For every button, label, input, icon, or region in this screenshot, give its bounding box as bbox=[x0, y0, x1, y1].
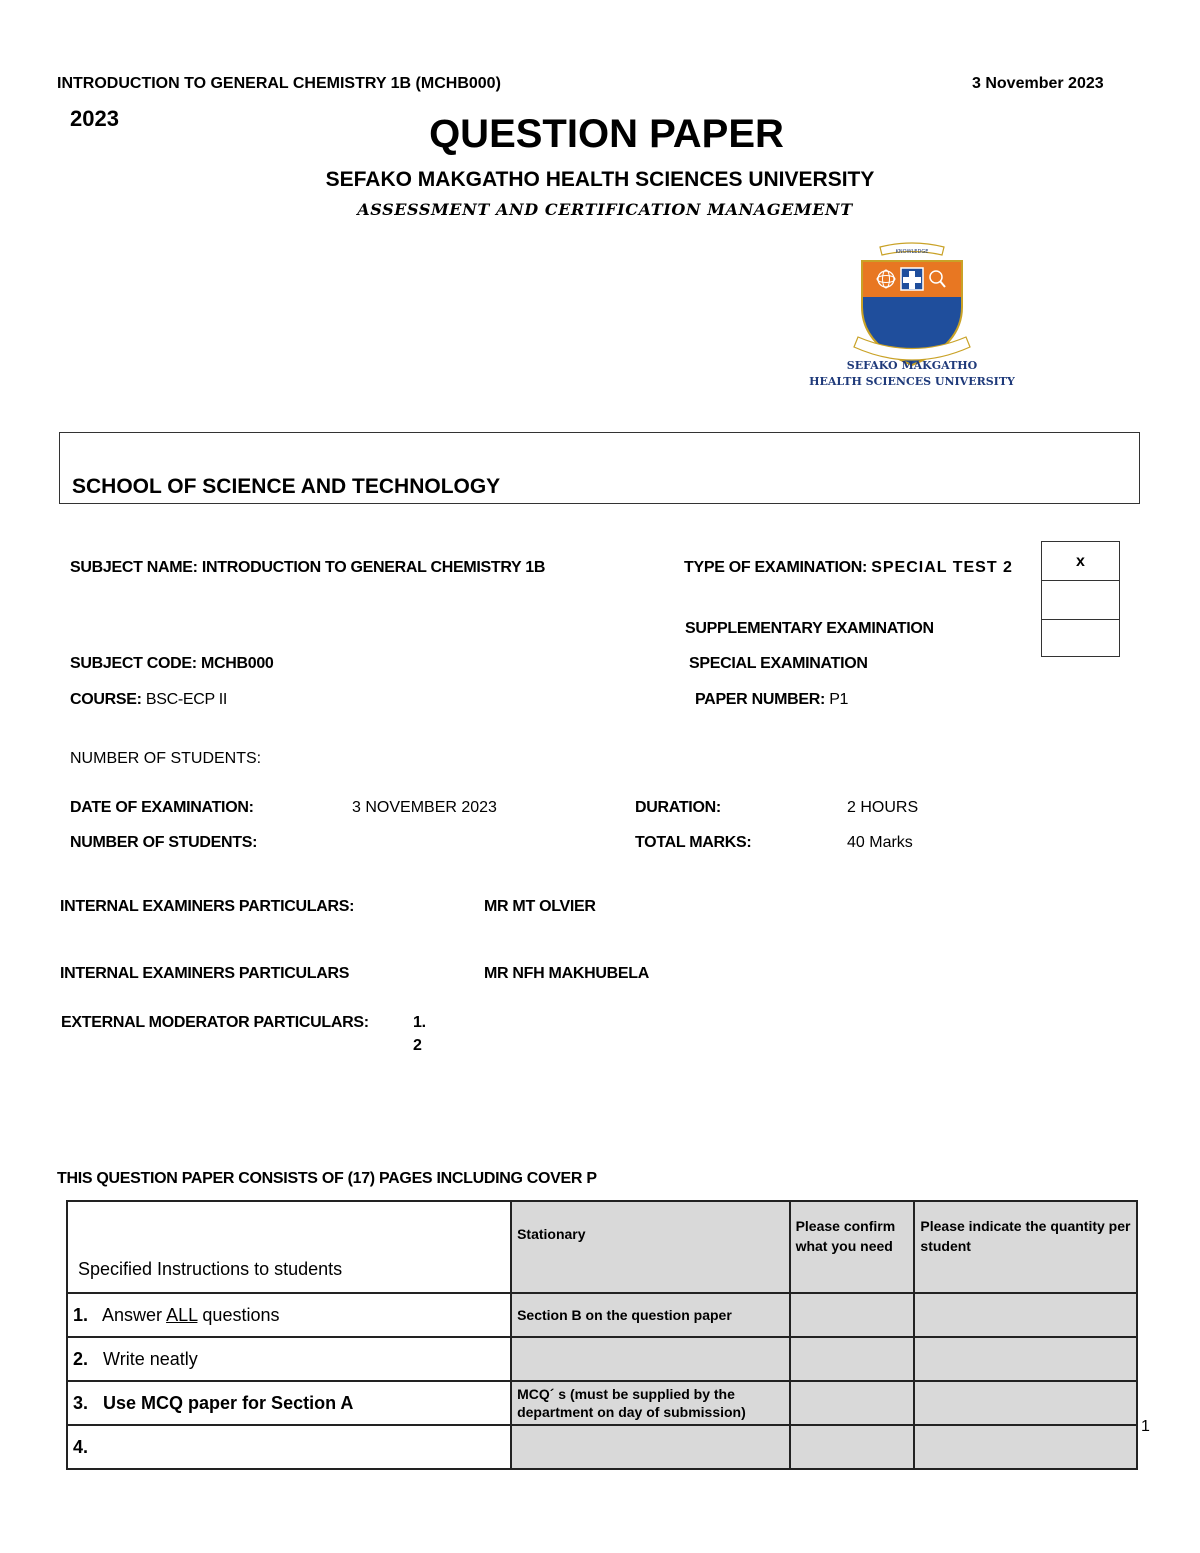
total-marks-label: TOTAL MARKS: bbox=[635, 834, 752, 851]
header-year: 2023 bbox=[70, 106, 119, 131]
internal-examiner-2-label: INTERNAL EXAMINERS PARTICULARS bbox=[60, 965, 350, 982]
special-exam-label: SPECIAL EXAMINATION bbox=[689, 655, 868, 672]
subject-name-field bbox=[70, 559, 545, 577]
school-name: SCHOOL OF SCIENCE AND TECHNOLOGY bbox=[72, 475, 501, 498]
exam-type-value: SPECIAL TEST 2 bbox=[871, 559, 1013, 576]
quantity-cell[interactable] bbox=[914, 1293, 1137, 1337]
instruction-number: 3. bbox=[73, 1392, 89, 1413]
instruction-cell bbox=[67, 1293, 511, 1337]
instructions-table bbox=[66, 1200, 1138, 1470]
subject-name-value: INTRODUCTION TO GENERAL CHEMISTRY 1B bbox=[201, 559, 546, 576]
paper-number-field bbox=[695, 691, 848, 709]
quantity-cell[interactable] bbox=[914, 1425, 1137, 1469]
checkbox-special-exam[interactable] bbox=[1041, 619, 1120, 657]
header-stationary: Stationary bbox=[511, 1201, 790, 1293]
internal-examiner-1-value: MR MT OLVIER bbox=[484, 898, 596, 915]
exam-type-field bbox=[684, 559, 1013, 577]
subject-code-field bbox=[70, 655, 274, 673]
table-row bbox=[67, 1381, 1137, 1425]
instruction-number: 4. bbox=[73, 1436, 89, 1457]
logo-line1: SEFAKO MAKGATHO bbox=[846, 359, 978, 372]
checkbox-supplementary[interactable] bbox=[1041, 580, 1120, 620]
instruction-emphasis: ALL bbox=[166, 1304, 198, 1325]
checkbox-mark: x bbox=[1076, 553, 1085, 570]
header-course-title: INTRODUCTION TO GENERAL CHEMISTRY 1B (MCHB000) bbox=[57, 75, 501, 92]
instruction-text: Use MCQ paper for Section A bbox=[103, 1392, 354, 1413]
instruction-number: 2. bbox=[73, 1348, 89, 1369]
header-confirm: Please confirm what you need bbox=[790, 1201, 915, 1293]
stationary-cell: Section B on the question paper bbox=[511, 1293, 790, 1337]
instruction-text: Answer bbox=[102, 1304, 167, 1325]
subject-code-label: SUBJECT CODE: bbox=[70, 655, 197, 672]
exam-type-label: TYPE OF EXAMINATION: bbox=[684, 559, 868, 576]
supplementary-label: SUPPLEMENTARY EXAMINATION bbox=[685, 620, 934, 637]
instruction-number: 1. bbox=[73, 1304, 89, 1325]
instruction-cell bbox=[67, 1337, 511, 1381]
header-instructions: Specified Instructions to students bbox=[67, 1201, 511, 1293]
table-row bbox=[67, 1293, 1137, 1337]
date-value: 3 NOVEMBER 2023 bbox=[352, 799, 497, 816]
university-name: SEFAKO MAKGATHO HEALTH SCIENCES UNIVERSITY bbox=[325, 168, 875, 191]
external-moderator-1: 1. bbox=[413, 1014, 426, 1031]
internal-examiner-1-label: INTERNAL EXAMINERS PARTICULARS: bbox=[60, 898, 355, 915]
duration-label: DURATION: bbox=[635, 799, 721, 816]
stationary-cell bbox=[511, 1337, 790, 1381]
course-label: COURSE: bbox=[70, 691, 142, 708]
header-quantity: Please indicate the quantity per student bbox=[914, 1201, 1137, 1293]
confirm-cell[interactable] bbox=[790, 1381, 915, 1425]
table-row bbox=[67, 1337, 1137, 1381]
confirm-cell[interactable] bbox=[790, 1425, 915, 1469]
internal-examiner-2-value: MR NFH MAKHUBELA bbox=[484, 965, 649, 982]
course-value: BSC-ECP II bbox=[145, 691, 228, 708]
paper-number-value: P1 bbox=[829, 691, 849, 708]
quantity-cell[interactable] bbox=[914, 1381, 1137, 1425]
subject-code-value: MCHB000 bbox=[200, 655, 274, 672]
stationary-cell bbox=[511, 1425, 790, 1469]
subject-name-label: SUBJECT NAME: bbox=[70, 559, 198, 576]
external-moderator-label: EXTERNAL MODERATOR PARTICULARS: bbox=[61, 1014, 369, 1031]
pages-note: THIS QUESTION PAPER CONSISTS OF (17) PAGES INCLUDING COVER P bbox=[57, 1170, 597, 1187]
instruction-cell bbox=[67, 1425, 511, 1469]
stationary-cell: MCQ´ s (must be supplied by the department on day of submission) bbox=[511, 1381, 790, 1425]
quantity-cell[interactable] bbox=[914, 1337, 1137, 1381]
date-label: DATE OF EXAMINATION: bbox=[70, 799, 254, 816]
confirm-cell[interactable] bbox=[790, 1337, 915, 1381]
external-moderator-2: 2 bbox=[413, 1037, 422, 1054]
duration-value: 2 HOURS bbox=[847, 799, 919, 816]
paper-number-label: PAPER NUMBER: bbox=[695, 691, 826, 708]
university-crest-icon bbox=[780, 225, 1045, 410]
logo-line2: HEALTH SCIENCES UNIVERSITY bbox=[809, 375, 1015, 388]
school-box bbox=[59, 432, 1140, 504]
page-title: QUESTION PAPER bbox=[429, 112, 784, 156]
number-of-students-label-2: NUMBER OF STUDENTS: bbox=[70, 834, 258, 851]
table-header-row bbox=[67, 1201, 1137, 1293]
department-name: ASSESSMENT AND CERTIFICATION MANAGEMENT bbox=[357, 200, 853, 219]
total-marks-value: 40 Marks bbox=[847, 834, 913, 851]
page-number: 1 bbox=[1141, 1418, 1150, 1435]
checkbox-special-test[interactable] bbox=[1041, 541, 1120, 581]
instruction-text-end: questions bbox=[197, 1304, 280, 1325]
confirm-cell[interactable] bbox=[790, 1293, 915, 1337]
university-logo bbox=[780, 225, 1045, 410]
table-row bbox=[67, 1425, 1137, 1469]
header-date: 3 November 2023 bbox=[972, 75, 1104, 92]
instruction-cell bbox=[67, 1381, 511, 1425]
course-field bbox=[70, 691, 227, 709]
instruction-text: Write neatly bbox=[103, 1348, 198, 1369]
ribbon-top-text: KNOWLEDGE bbox=[895, 249, 929, 255]
number-of-students-label: NUMBER OF STUDENTS: bbox=[70, 750, 262, 767]
